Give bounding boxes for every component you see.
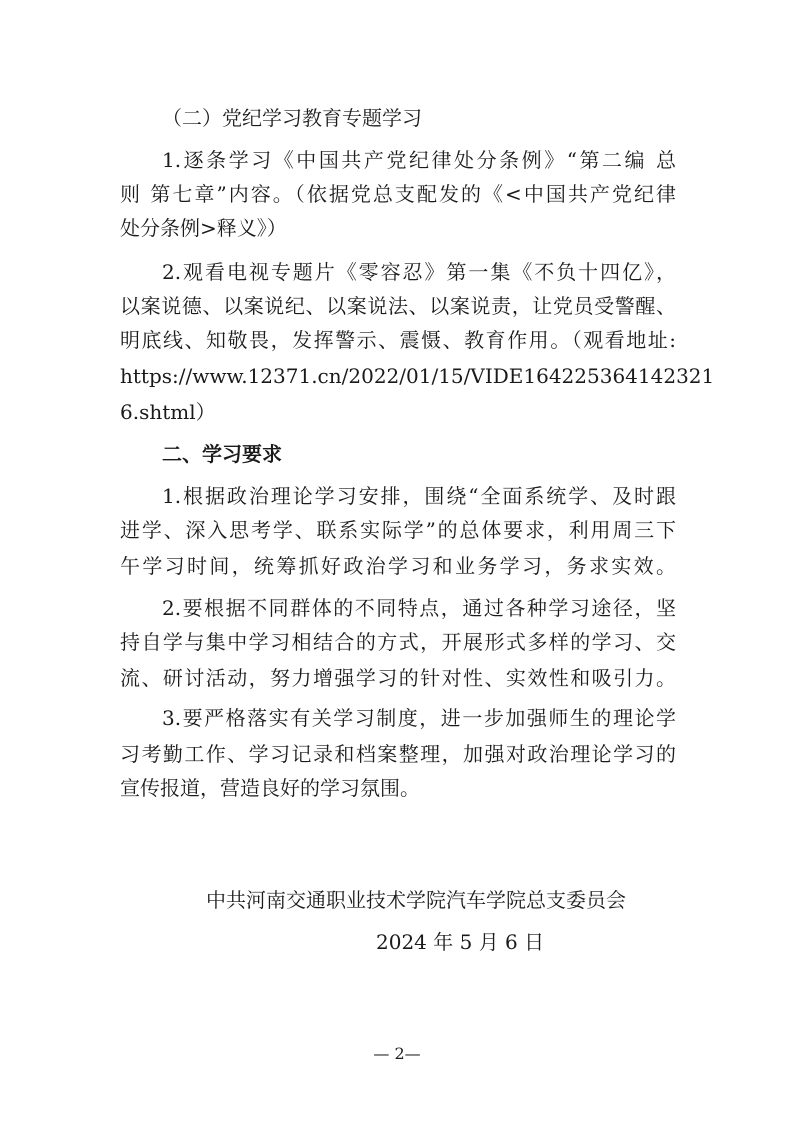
paragraph-line: 2.观看电视专题片《零容忍》第一集《不负十四亿》， <box>162 260 676 284</box>
url-line: https://www.12371.cn/2022/01/15/VIDE164225364142321 <box>120 364 715 388</box>
signature-organization: 中共河南交通职业技术学院汽车学院总支委员会 <box>206 888 626 912</box>
paragraph-line: 习考勤工作、学习记录和档案整理，加强对政治理论学习的 <box>120 742 676 766</box>
paragraph-line: 处分条例>释义》） <box>120 216 287 240</box>
paragraph-line: 则 第七章”内容。（依据党总支配发的《<中国共产党纪律 <box>120 182 676 206</box>
paragraph-line: 3.要严格落实有关学习制度，进一步加强师生的理论学 <box>162 706 676 730</box>
paragraph-line: 1.根据政治理论学习安排，围绕“全面系统学、及时跟 <box>162 484 676 508</box>
paragraph-line: 2.要根据不同群体的不同特点，通过各种学习途径，坚 <box>162 596 676 620</box>
paragraph-line: 流、研讨活动，努力增强学习的针对性、实效性和吸引力。 <box>120 666 676 690</box>
section-heading-requirements: 二、学习要求 <box>162 442 282 466</box>
paragraph-line: 午学习时间，统筹抓好政治学习和业务学习，务求实效。 <box>120 554 676 578</box>
paragraph-line: 宣传报道，营造良好的学习氛围。 <box>120 776 420 800</box>
paragraph-line: 1.逐条学习《中国共产党纪律处分条例》“第二编 总 <box>162 148 676 172</box>
section-heading-party-discipline: （二）党纪学习教育专题学习 <box>162 106 422 130</box>
page-number: — 2— <box>373 1044 421 1063</box>
paragraph-line: 明底线、知敬畏，发挥警示、震慑、教育作用。（观看地址: <box>120 328 676 352</box>
paragraph-line: 以案说德、以案说纪、以案说法、以案说责，让党员受警醒、 <box>120 294 676 318</box>
paragraph-line: 持自学与集中学习相结合的方式，开展形式多样的学习、交 <box>120 630 676 654</box>
url-line: 6.shtml） <box>120 400 216 424</box>
paragraph-line: 进学、深入思考学、联系实际学”的总体要求，利用周三下 <box>120 518 676 542</box>
signature-date: 2024 年 5 月 6 日 <box>376 930 545 954</box>
